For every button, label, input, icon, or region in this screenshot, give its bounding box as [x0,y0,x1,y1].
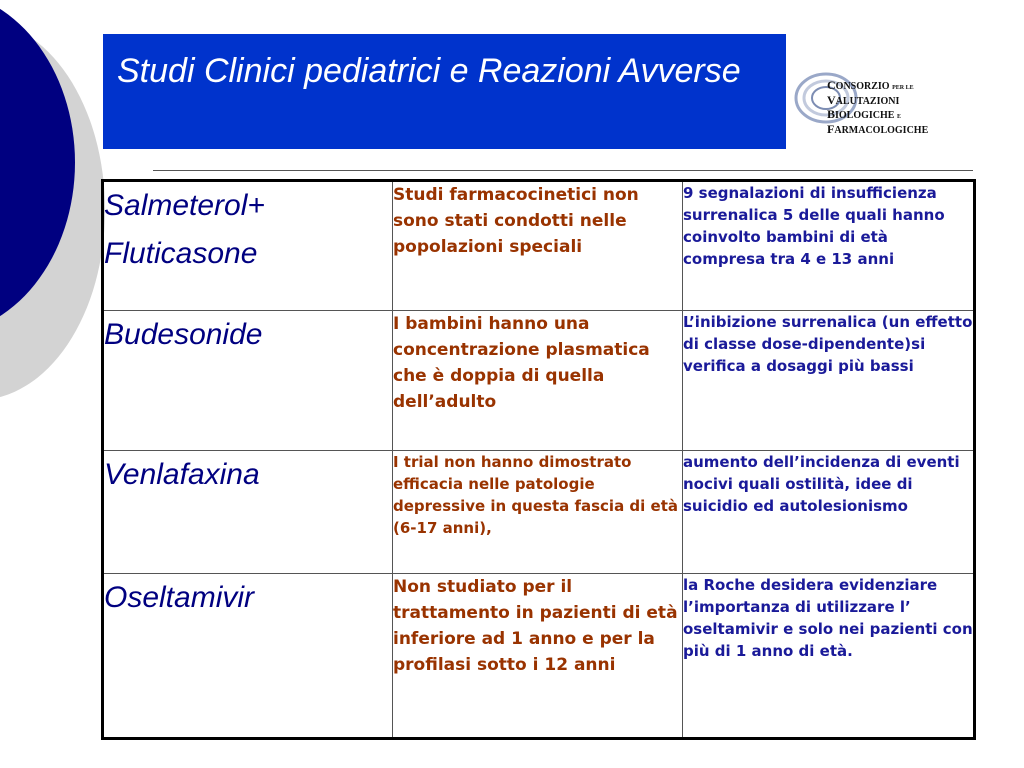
pediatric-study-note: I trial non hanno dimostrato efficacia nelle patologie depressive in questa fascia di età (6-17 anni), [393,451,683,574]
logo-line: BIOLOGICHE E [827,107,901,121]
drug-name: Venlafaxina [103,451,393,574]
logo-line: VALUTAZIONI [827,93,900,107]
title-banner [103,34,786,149]
drug-name: Oseltamivir [103,574,393,739]
adverse-reaction-note: la Roche desidera evidenziare l’importanza di utilizzare l’ oseltamivir e solo nei pazienti con più di 1 anno di età. [683,574,975,739]
table-row [103,451,975,574]
divider-line [153,170,973,171]
pediatric-study-note: I bambini hanno una concentrazione plasmatica che è doppia di quella dell’adulto [393,311,683,451]
adverse-reaction-note: aumento dell’incidenza di eventi nocivi quali ostilità, idee di suicidio ed autolesionismo [683,451,975,574]
adverse-reaction-note: 9 segnalazioni di insufficienza surrenalica 5 delle quali hanno coinvolto bambini di età compresa tra 4 e 13 anni [683,181,975,311]
pediatric-study-note: Studi farmacocinetici non sono stati condotti nelle popolazioni speciali [393,181,683,311]
table-row [103,181,975,311]
table-row [103,311,975,451]
drug-name: Budesonide [103,311,393,451]
pediatric-study-note: Non studiato per il trattamento in pazienti di età inferiore ad 1 anno e per la profilasi sotto i 12 anni [393,574,683,739]
adverse-reaction-note: L’inibizione surrenalica (un effetto di classe dose-dipendente)si verifica a dosaggi più bassi [683,311,975,451]
drug-name: Salmeterol+ Fluticasone [103,181,393,311]
adverse-reactions-table [101,179,976,740]
logo-wordmark [827,79,928,137]
table-row [103,574,975,739]
consortium-logo [792,60,942,140]
logo-line: FARMACOLOGICHE [827,122,929,136]
logo-line: CONSORZIO PER LE [827,78,914,92]
slide-title: Studi Clinici pediatrici e Reazioni Avverse [117,52,741,90]
